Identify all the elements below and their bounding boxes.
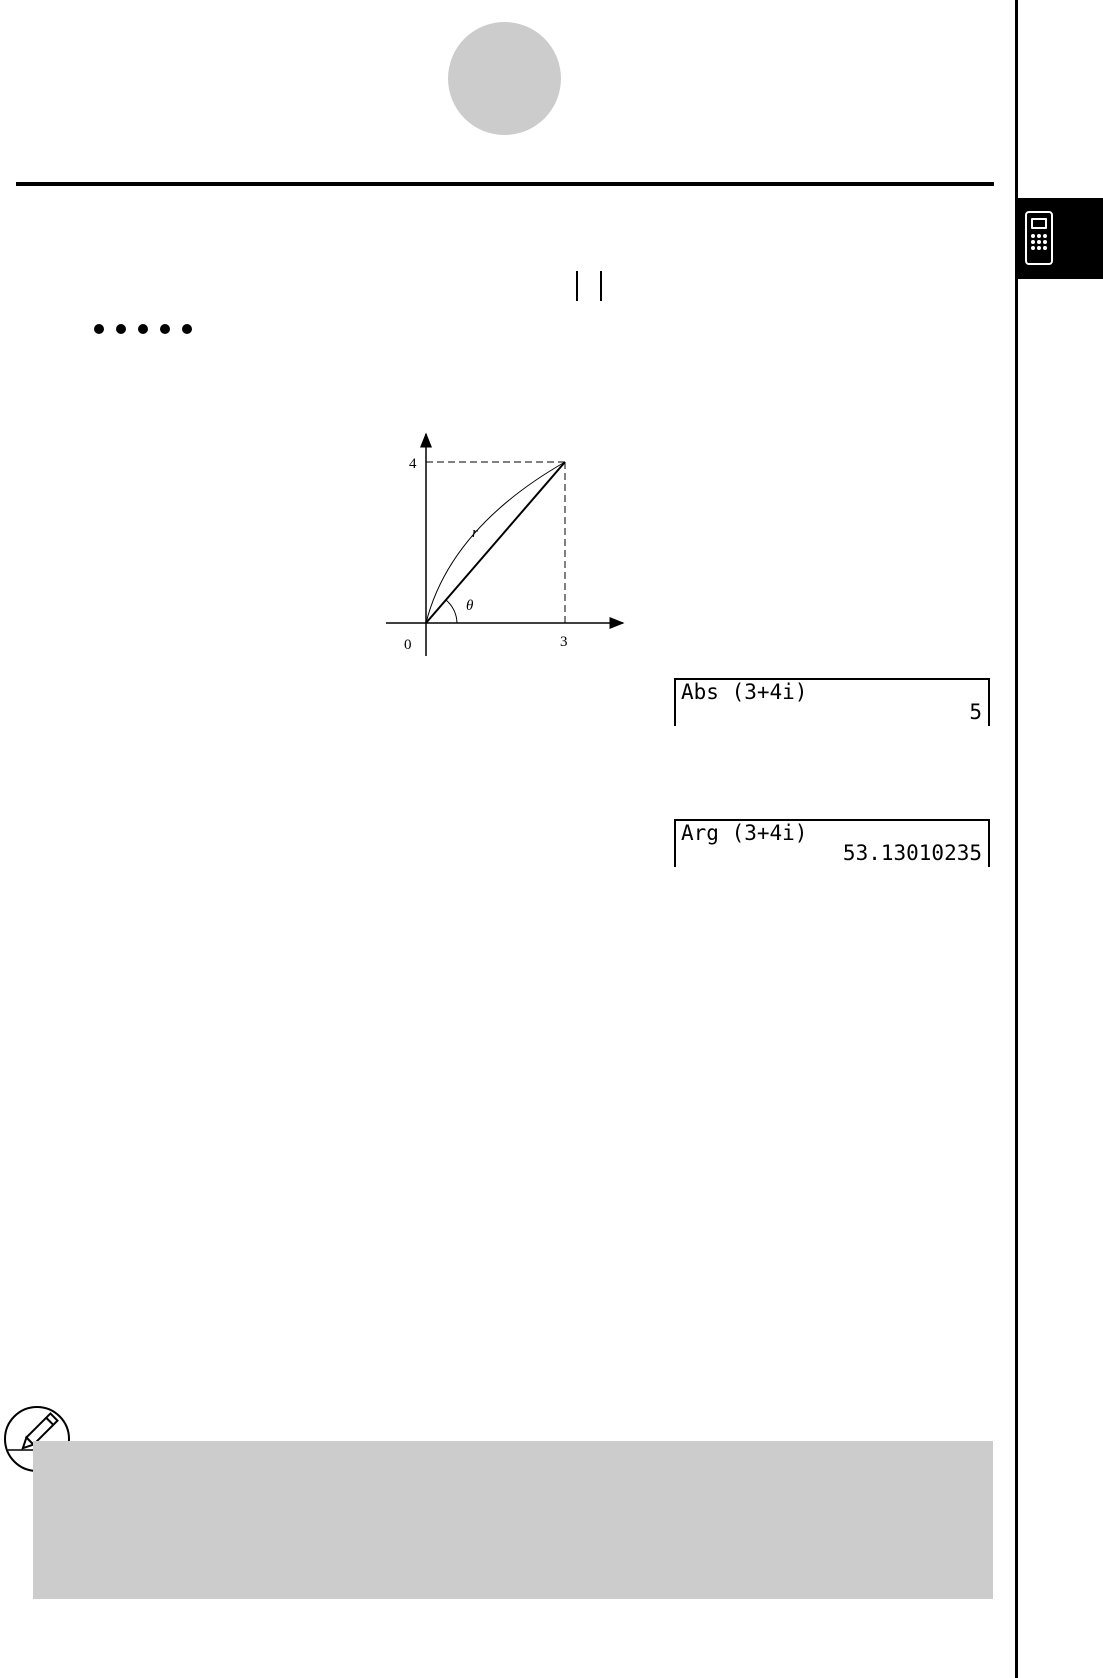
header-rule bbox=[16, 182, 994, 186]
arg-expression: Arg (3+4i) bbox=[681, 821, 808, 845]
origin-label: 0 bbox=[404, 637, 412, 653]
example-dots bbox=[94, 324, 192, 334]
arg-result-screen bbox=[674, 819, 990, 867]
calculator-icon bbox=[1025, 211, 1053, 265]
absolute-value-bars bbox=[574, 271, 604, 301]
arg-result: 53.13010235 bbox=[842, 841, 982, 865]
abs-expression: Abs (3+4i) bbox=[681, 680, 808, 704]
abs-result: 5 bbox=[969, 700, 982, 724]
r-label: r bbox=[472, 525, 478, 541]
vector-line bbox=[426, 462, 565, 623]
note-box bbox=[33, 1441, 993, 1599]
y-tick-label: 4 bbox=[409, 456, 417, 472]
complex-plane-diagram bbox=[380, 428, 630, 668]
x-tick-label: 3 bbox=[560, 634, 568, 650]
theta-label: θ bbox=[466, 598, 474, 614]
abs-result-screen bbox=[674, 678, 990, 726]
header-circle bbox=[448, 22, 561, 135]
theta-arc bbox=[446, 600, 457, 623]
